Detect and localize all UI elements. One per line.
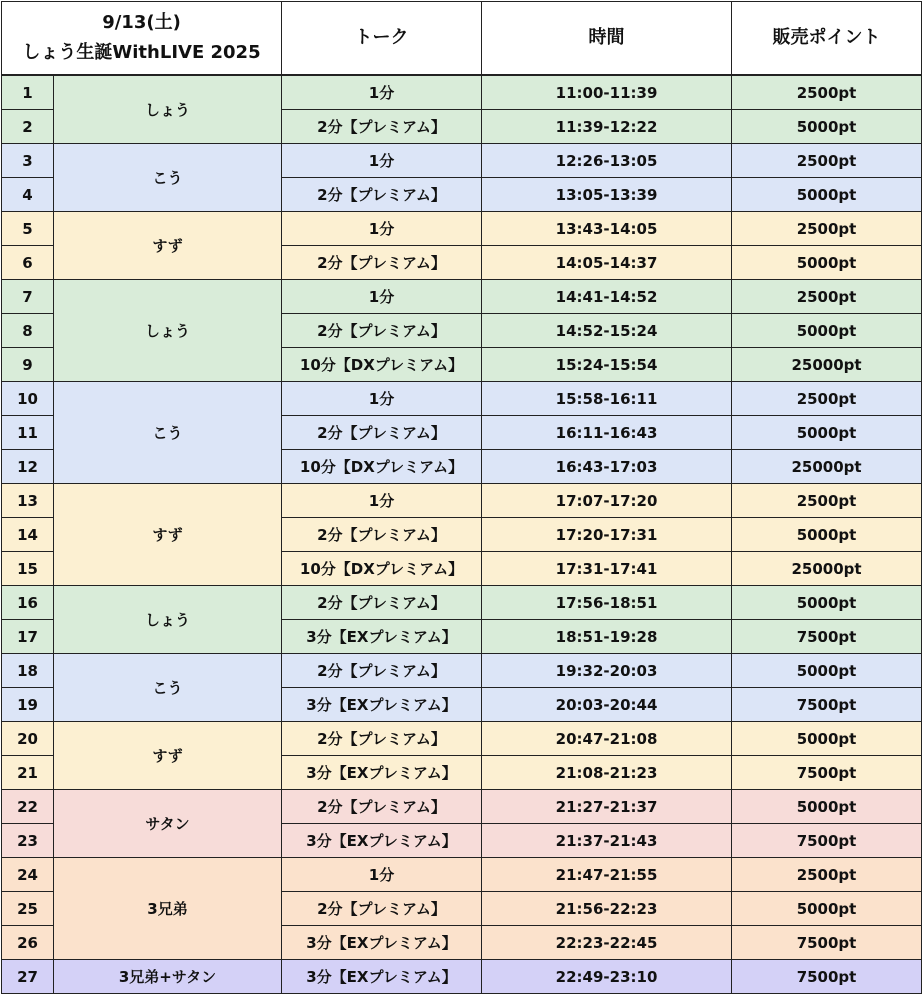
- row-number: 12: [2, 450, 54, 484]
- talk-type: 10分【DXプレミアム】: [282, 450, 482, 484]
- row-number: 21: [2, 756, 54, 790]
- performer-name: しょう: [54, 75, 282, 144]
- time-slot: 21:37-21:43: [482, 824, 732, 858]
- talk-type: 3分【EXプレミアム】: [282, 688, 482, 722]
- sale-points: 2500pt: [732, 280, 922, 314]
- row-number: 22: [2, 790, 54, 824]
- talk-type: 2分【プレミアム】: [282, 178, 482, 212]
- performer-name: しょう: [54, 586, 282, 654]
- time-slot: 22:49-23:10: [482, 960, 732, 994]
- time-slot: 19:32-20:03: [482, 654, 732, 688]
- row-number: 11: [2, 416, 54, 450]
- performer-name: しょう: [54, 280, 282, 382]
- table-row: [2, 790, 922, 824]
- sale-points: 2500pt: [732, 858, 922, 892]
- talk-type: 1分: [282, 144, 482, 178]
- time-slot: 13:05-13:39: [482, 178, 732, 212]
- talk-type: 1分: [282, 484, 482, 518]
- time-slot: 14:52-15:24: [482, 314, 732, 348]
- table-row: [2, 722, 922, 756]
- row-number: 23: [2, 824, 54, 858]
- row-number: 9: [2, 348, 54, 382]
- time-slot: 15:58-16:11: [482, 382, 732, 416]
- row-number: 14: [2, 518, 54, 552]
- sale-points: 2500pt: [732, 75, 922, 110]
- row-number: 19: [2, 688, 54, 722]
- sale-points: 7500pt: [732, 688, 922, 722]
- talk-type: 2分【プレミアム】: [282, 314, 482, 348]
- talk-type: 2分【プレミアム】: [282, 722, 482, 756]
- talk-type: 1分: [282, 382, 482, 416]
- table-row: [2, 586, 922, 620]
- sale-points: 25000pt: [732, 552, 922, 586]
- row-number: 1: [2, 75, 54, 110]
- sale-points: 7500pt: [732, 926, 922, 960]
- sale-points: 2500pt: [732, 212, 922, 246]
- time-slot: 20:03-20:44: [482, 688, 732, 722]
- sale-points: 7500pt: [732, 620, 922, 654]
- points-column-header: 販売ポイント: [732, 2, 922, 76]
- talk-type: 1分: [282, 75, 482, 110]
- table-row: [2, 858, 922, 892]
- sale-points: 5000pt: [732, 518, 922, 552]
- time-slot: 20:47-21:08: [482, 722, 732, 756]
- time-slot: 16:43-17:03: [482, 450, 732, 484]
- event-date: 9/13(土): [102, 12, 181, 33]
- time-slot: 21:08-21:23: [482, 756, 732, 790]
- time-slot: 21:47-21:55: [482, 858, 732, 892]
- talk-type: 3分【EXプレミアム】: [282, 926, 482, 960]
- row-number: 2: [2, 110, 54, 144]
- time-slot: 14:41-14:52: [482, 280, 732, 314]
- sale-points: 2500pt: [732, 382, 922, 416]
- table-row: [2, 960, 922, 994]
- time-column-header: 時間: [482, 2, 732, 76]
- performer-name: 3兄弟+サタン: [54, 960, 282, 994]
- row-number: 3: [2, 144, 54, 178]
- sale-points: 5000pt: [732, 314, 922, 348]
- talk-type: 10分【DXプレミアム】: [282, 348, 482, 382]
- time-slot: 11:00-11:39: [482, 75, 732, 110]
- time-slot: 17:07-17:20: [482, 484, 732, 518]
- time-slot: 17:31-17:41: [482, 552, 732, 586]
- row-number: 10: [2, 382, 54, 416]
- sale-points: 5000pt: [732, 110, 922, 144]
- table-row: [2, 144, 922, 178]
- sale-points: 5000pt: [732, 654, 922, 688]
- time-slot: 21:27-21:37: [482, 790, 732, 824]
- performer-name: サタン: [54, 790, 282, 858]
- talk-type: 2分【プレミアム】: [282, 586, 482, 620]
- time-slot: 22:23-22:45: [482, 926, 732, 960]
- row-number: 24: [2, 858, 54, 892]
- performer-name: こう: [54, 382, 282, 484]
- talk-type: 3分【EXプレミアム】: [282, 620, 482, 654]
- sale-points: 5000pt: [732, 178, 922, 212]
- sale-points: 5000pt: [732, 586, 922, 620]
- header-row: [2, 2, 922, 76]
- row-number: 17: [2, 620, 54, 654]
- talk-type: 3分【EXプレミアム】: [282, 756, 482, 790]
- table-row: [2, 382, 922, 416]
- table-row: [2, 484, 922, 518]
- time-slot: 18:51-19:28: [482, 620, 732, 654]
- table-row: [2, 75, 922, 110]
- row-number: 8: [2, 314, 54, 348]
- sale-points: 5000pt: [732, 722, 922, 756]
- event-name: しょう生誕WithLIVE 2025: [22, 42, 261, 63]
- sale-points: 7500pt: [732, 824, 922, 858]
- performer-name: すず: [54, 484, 282, 586]
- talk-type: 2分【プレミアム】: [282, 892, 482, 926]
- time-slot: 11:39-12:22: [482, 110, 732, 144]
- performer-name: すず: [54, 722, 282, 790]
- talk-type: 2分【プレミアム】: [282, 110, 482, 144]
- talk-type: 3分【EXプレミアム】: [282, 960, 482, 994]
- talk-type: 2分【プレミアム】: [282, 246, 482, 280]
- sale-points: 2500pt: [732, 144, 922, 178]
- sale-points: 2500pt: [732, 484, 922, 518]
- event-title-cell: [2, 2, 282, 76]
- time-slot: 15:24-15:54: [482, 348, 732, 382]
- schedule-table: [1, 1, 922, 994]
- row-number: 26: [2, 926, 54, 960]
- time-slot: 16:11-16:43: [482, 416, 732, 450]
- row-number: 25: [2, 892, 54, 926]
- talk-type: 2分【プレミアム】: [282, 518, 482, 552]
- sale-points: 5000pt: [732, 790, 922, 824]
- time-slot: 21:56-22:23: [482, 892, 732, 926]
- row-number: 27: [2, 960, 54, 994]
- talk-column-header: トーク: [282, 2, 482, 76]
- sale-points: 7500pt: [732, 960, 922, 994]
- row-number: 18: [2, 654, 54, 688]
- talk-type: 2分【プレミアム】: [282, 790, 482, 824]
- sale-points: 5000pt: [732, 416, 922, 450]
- row-number: 20: [2, 722, 54, 756]
- row-number: 4: [2, 178, 54, 212]
- performer-name: 3兄弟: [54, 858, 282, 960]
- sale-points: 25000pt: [732, 348, 922, 382]
- row-number: 6: [2, 246, 54, 280]
- talk-type: 2分【プレミアム】: [282, 654, 482, 688]
- sale-points: 7500pt: [732, 756, 922, 790]
- performer-name: すず: [54, 212, 282, 280]
- time-slot: 17:56-18:51: [482, 586, 732, 620]
- sale-points: 5000pt: [732, 246, 922, 280]
- time-slot: 12:26-13:05: [482, 144, 732, 178]
- performer-name: こう: [54, 144, 282, 212]
- time-slot: 14:05-14:37: [482, 246, 732, 280]
- talk-type: 2分【プレミアム】: [282, 416, 482, 450]
- sale-points: 25000pt: [732, 450, 922, 484]
- row-number: 13: [2, 484, 54, 518]
- table-row: [2, 212, 922, 246]
- talk-type: 1分: [282, 212, 482, 246]
- row-number: 15: [2, 552, 54, 586]
- talk-type: 1分: [282, 280, 482, 314]
- row-number: 5: [2, 212, 54, 246]
- table-row: [2, 280, 922, 314]
- table-row: [2, 654, 922, 688]
- time-slot: 17:20-17:31: [482, 518, 732, 552]
- schedule-body: [2, 75, 922, 994]
- row-number: 16: [2, 586, 54, 620]
- talk-type: 1分: [282, 858, 482, 892]
- time-slot: 13:43-14:05: [482, 212, 732, 246]
- row-number: 7: [2, 280, 54, 314]
- talk-type: 10分【DXプレミアム】: [282, 552, 482, 586]
- sale-points: 5000pt: [732, 892, 922, 926]
- talk-type: 3分【EXプレミアム】: [282, 824, 482, 858]
- performer-name: こう: [54, 654, 282, 722]
